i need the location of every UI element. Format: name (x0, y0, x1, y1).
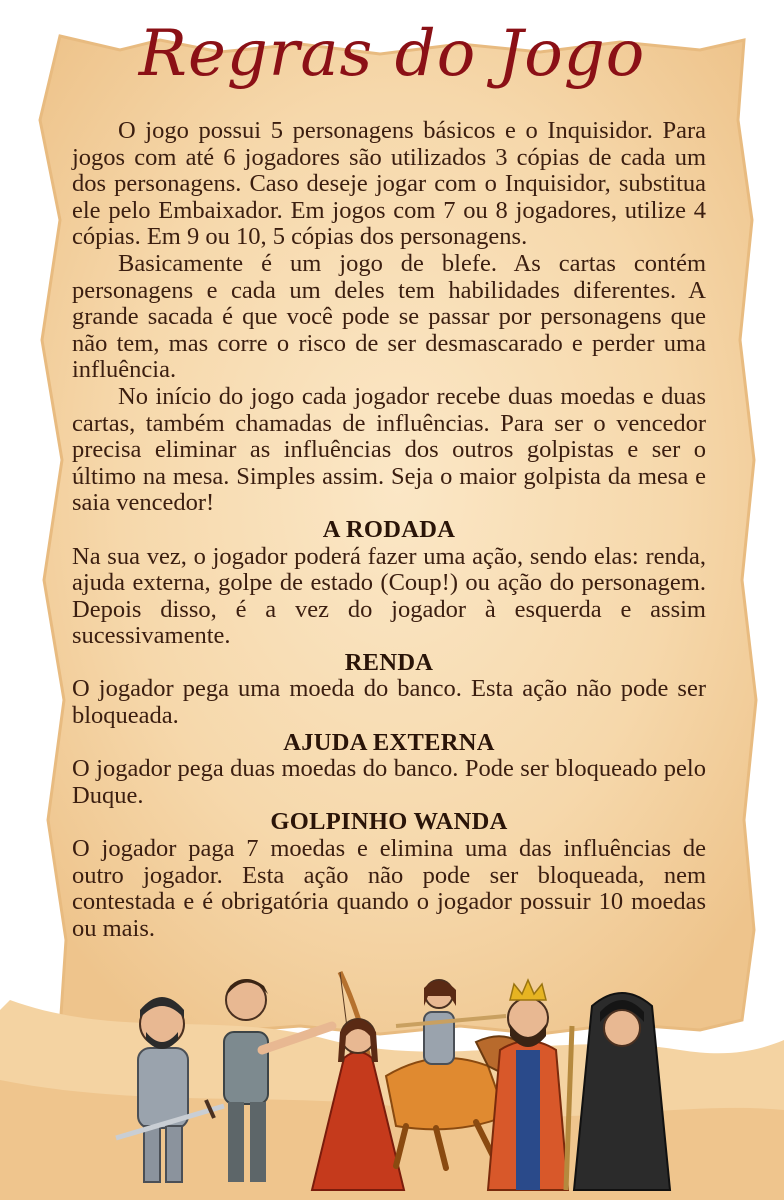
intro-paragraph-2: Basicamente é um jogo de blefe. As cartas contém personagens e cada um deles tem habilidades diferentes. A grande sacada é que você pode se passar por personagens que não tem, mas corre o risco de ser desmascarado e perder uma influência. (72, 249, 706, 384)
lady-character (312, 1019, 404, 1190)
section-heading-golpinho-wanda: GOLPINHO WANDA (270, 808, 508, 836)
section-heading-renda: RENDA (344, 648, 434, 676)
intro-paragraph-1: O jogo possui 5 personagens básicos e o Inquisidor. Para jogos com até 6 jogadores são utilizados 3 cópias de cada um dos personagens. Caso deseje jogar com o Inquisidor, substitua ele pelo Embaixador. Em jogos com 7 ou 8 jogadores, utilize 4 cópias. Em 9 ou 10, 5 cópias dos personagens. (72, 117, 706, 251)
rules-text (72, 118, 706, 942)
page-title: Regras do Jogo (138, 17, 646, 91)
intro-paragraph-3: No início do jogo cada jogador recebe duas moedas e duas cartas, também chamadas de influências. Para ser o vencedor precisa eliminar as influências dos outros golpistas e ser o último na mesa. Simples assim. Seja o maior golpista da mesa e saia vencedor! (72, 382, 706, 517)
inquisitor-character (566, 993, 670, 1190)
section-text-ajuda-externa: O jogador pega duas moedas do banco. Pode ser bloqueado pelo Duque. (72, 755, 706, 809)
section-text-renda: O jogador pega uma moeda do banco. Esta ação não pode ser bloqueada. (72, 675, 706, 730)
knight-character (116, 997, 224, 1182)
characters-illustration (96, 966, 696, 1200)
section-heading-rodada: A RODADA (322, 515, 456, 543)
section-heading-ajuda-externa: AJUDA EXTERNA (283, 728, 495, 756)
king-character (488, 980, 568, 1190)
section-text-rodada: Na sua vez, o jogador poderá fazer uma ação, sendo elas: renda, ajuda externa, golpe de estado (Coup!) ou ação do personagem. Depois disso, é a vez do jogador à esquerda e assim sucessivamente. (72, 542, 706, 650)
section-text-golpinho-wanda: O jogador paga 7 moedas e elimina uma das influências de outro jogador. Esta ação não pode ser bloqueada, nem contestada e é obrigatória quando o jogador possuir 10 moedas ou mais. (72, 835, 706, 942)
